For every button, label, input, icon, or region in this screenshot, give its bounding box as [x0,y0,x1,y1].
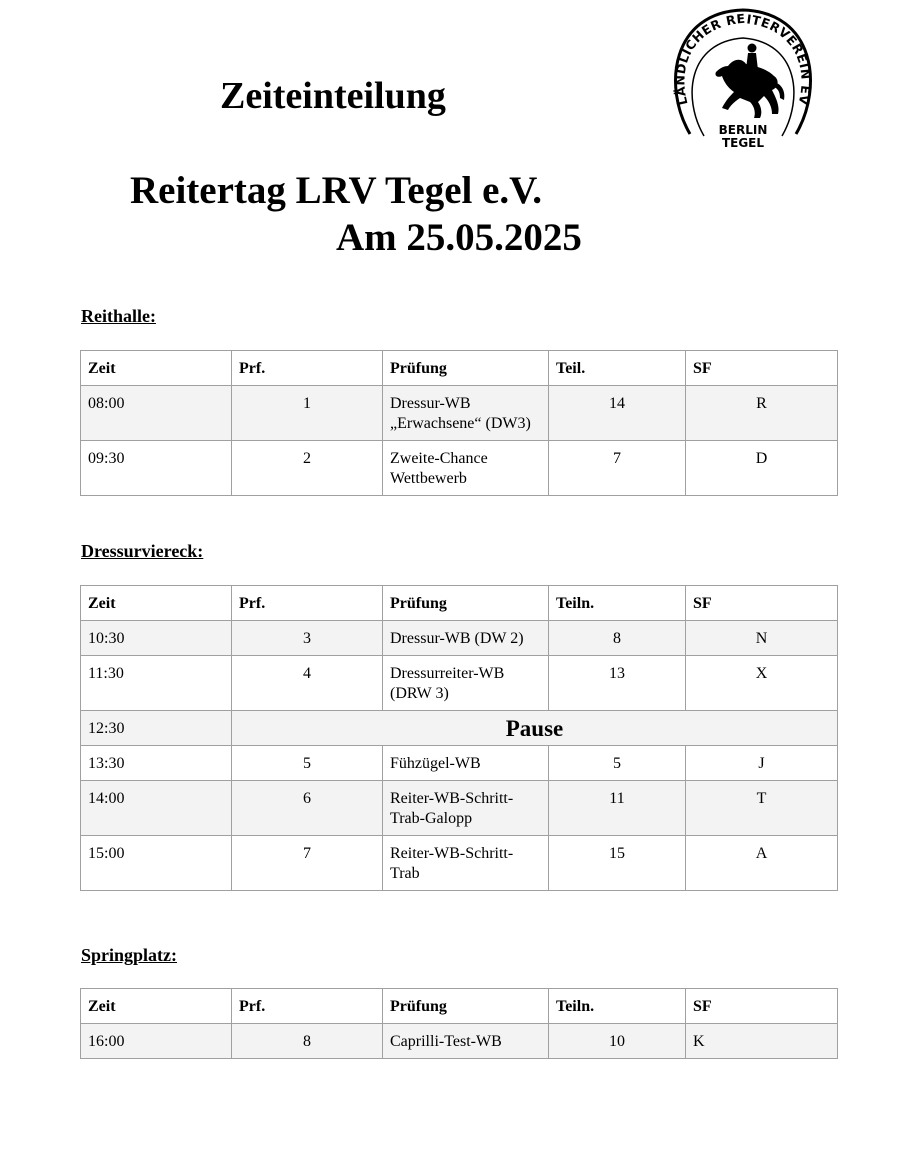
cell-zeit: 11:30 [81,656,232,711]
logo-city-2: TEGEL [721,136,765,150]
logo-arc-text: LÄNDLICHER REITERVEREIN EV [672,10,814,107]
dressurviereck-table [80,585,838,891]
header-pruefung: Prüfung [383,586,549,621]
header-zeit: Zeit [81,989,232,1024]
section-heading-springplatz: Springplatz: [81,945,178,965]
cell-prf: 1 [232,386,383,441]
cell-teilnehmer: 10 [549,1024,686,1059]
cell-prf: 6 [232,781,383,836]
cell-sf: X [686,656,838,711]
pruefung-line-2: „Erwachsene“ (DW3) [390,415,531,432]
header-pruefung: Prüfung [383,351,549,386]
table-row [81,441,838,496]
cell-zeit: 09:30 [81,441,232,496]
cell-prf: 5 [232,746,383,781]
cell-pruefung [383,656,549,711]
cell-prf: 3 [232,621,383,656]
cell-teilnehmer: 13 [549,656,686,711]
cell-prf: 4 [232,656,383,711]
table-row [81,621,838,656]
cell-zeit: 13:30 [81,746,232,781]
horse-rider-icon [715,44,784,119]
header-sf: SF [686,989,838,1024]
cell-sf: J [686,746,838,781]
cell-pruefung: Dressur-WB (DW 2) [383,621,549,656]
cell-pruefung: Fühzügel-WB [383,746,549,781]
table-row [81,746,838,781]
cell-prf: 2 [232,441,383,496]
page-title: Zeiteinteilung [220,75,446,117]
pruefung-line-2: (DRW 3) [390,685,449,702]
header-sf: SF [686,351,838,386]
cell-teilnehmer: 7 [549,441,686,496]
pruefung-line-1: Dressurreiter-WB [390,665,505,682]
header-prf: Prf. [232,989,383,1024]
cell-zeit: 10:30 [81,621,232,656]
cell-sf: R [686,386,838,441]
pruefung-line-1: Dressur-WB [390,395,471,412]
springplatz-table [80,988,838,1059]
cell-zeit: 14:00 [81,781,232,836]
cell-zeit: 12:30 [81,711,232,746]
cell-sf: A [686,836,838,891]
cell-teilnehmer: 8 [549,621,686,656]
header-teilnehmer: Teil. [549,351,686,386]
header-sf: SF [686,586,838,621]
cell-sf: T [686,781,838,836]
header-zeit: Zeit [81,351,232,386]
table-row [81,781,838,836]
header-zeit: Zeit [81,586,232,621]
cell-sf: D [686,441,838,496]
table-header-row [81,351,838,386]
pruefung-line-1: Zweite-Chance [390,450,488,467]
reithalle-table [80,350,838,496]
cell-teilnehmer: 5 [549,746,686,781]
table-row [81,386,838,441]
event-name: Reitertag LRV Tegel e.V. [130,169,543,212]
table-header-row [81,586,838,621]
header-prf: Prf. [232,351,383,386]
table-header-row [81,989,838,1024]
section-heading-reithalle: Reithalle: [81,306,156,326]
cell-zeit: 08:00 [81,386,232,441]
table-row [81,656,838,711]
club-logo [668,6,818,156]
cell-teilnehmer: 14 [549,386,686,441]
cell-pruefung: Caprilli-Test-WB [383,1024,549,1059]
pause-label: Pause [232,711,838,746]
event-date: Am 25.05.2025 [336,216,582,259]
table-row-pause [81,711,838,746]
header-teilnehmer: Teiln. [549,989,686,1024]
pruefung-line-2: Trab-Galopp [390,810,473,827]
cell-zeit: 15:00 [81,836,232,891]
cell-teilnehmer: 15 [549,836,686,891]
table-row [81,836,838,891]
cell-prf: 7 [232,836,383,891]
table-row [81,1024,838,1059]
header-pruefung: Prüfung [383,989,549,1024]
section-heading-dressurviereck: Dressurviereck: [81,541,204,561]
cell-prf: 8 [232,1024,383,1059]
pruefung-line-2: Trab [390,865,420,882]
cell-sf: N [686,621,838,656]
pruefung-line-1: Reiter-WB-Schritt- [390,790,514,807]
cell-sf: K [686,1024,838,1059]
header-prf: Prf. [232,586,383,621]
header-teilnehmer: Teiln. [549,586,686,621]
cell-pruefung [383,836,549,891]
logo-city-1: BERLIN [718,123,768,137]
pruefung-line-2: Wettbewerb [390,470,467,487]
cell-teilnehmer: 11 [549,781,686,836]
cell-pruefung [383,781,549,836]
pruefung-line-1: Reiter-WB-Schritt- [390,845,514,862]
cell-zeit: 16:00 [81,1024,232,1059]
cell-pruefung [383,441,549,496]
cell-pruefung [383,386,549,441]
